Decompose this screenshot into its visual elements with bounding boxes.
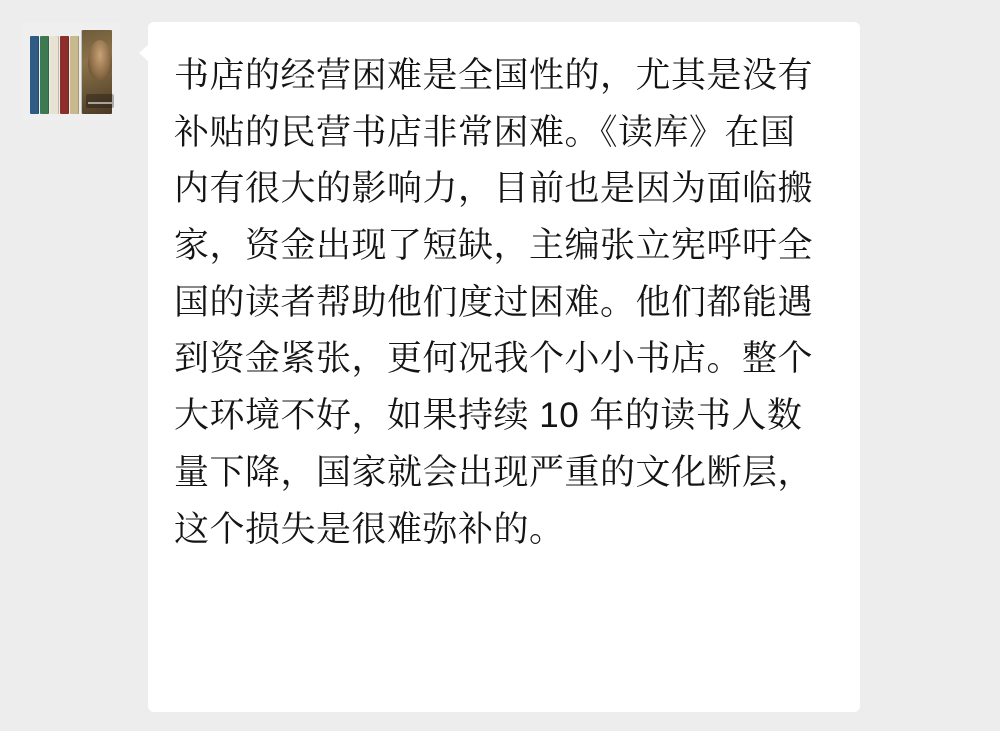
book-spine	[30, 36, 39, 114]
message-bubble[interactable]	[148, 22, 860, 712]
portrait-icon	[88, 40, 112, 80]
book-spine	[60, 36, 69, 114]
avatar[interactable]	[22, 22, 120, 120]
book-set-icon	[30, 28, 112, 114]
book-cover	[82, 30, 112, 114]
book-spine	[40, 36, 49, 114]
cover-label-band	[86, 94, 114, 108]
cover-label-line	[88, 102, 112, 104]
message-text: 书店的经营困难是全国性的，尤其是没有补贴的民营书店非常困难。《读库》在国内有很大的影响力，目前也是因为面临搬家，资金出现了短缺，主编张立宪呼吁全国的读者帮助他们度过困难。他们都能遇到资金紧张，更何况我个小小书店。整个大环境不好，如果持续 10 年的读书人数量下降，国家就会出现严重的文化断层，这个损失是很难弥补的。	[174, 56, 814, 549]
book-spine	[70, 36, 79, 114]
book-spine	[50, 36, 59, 114]
